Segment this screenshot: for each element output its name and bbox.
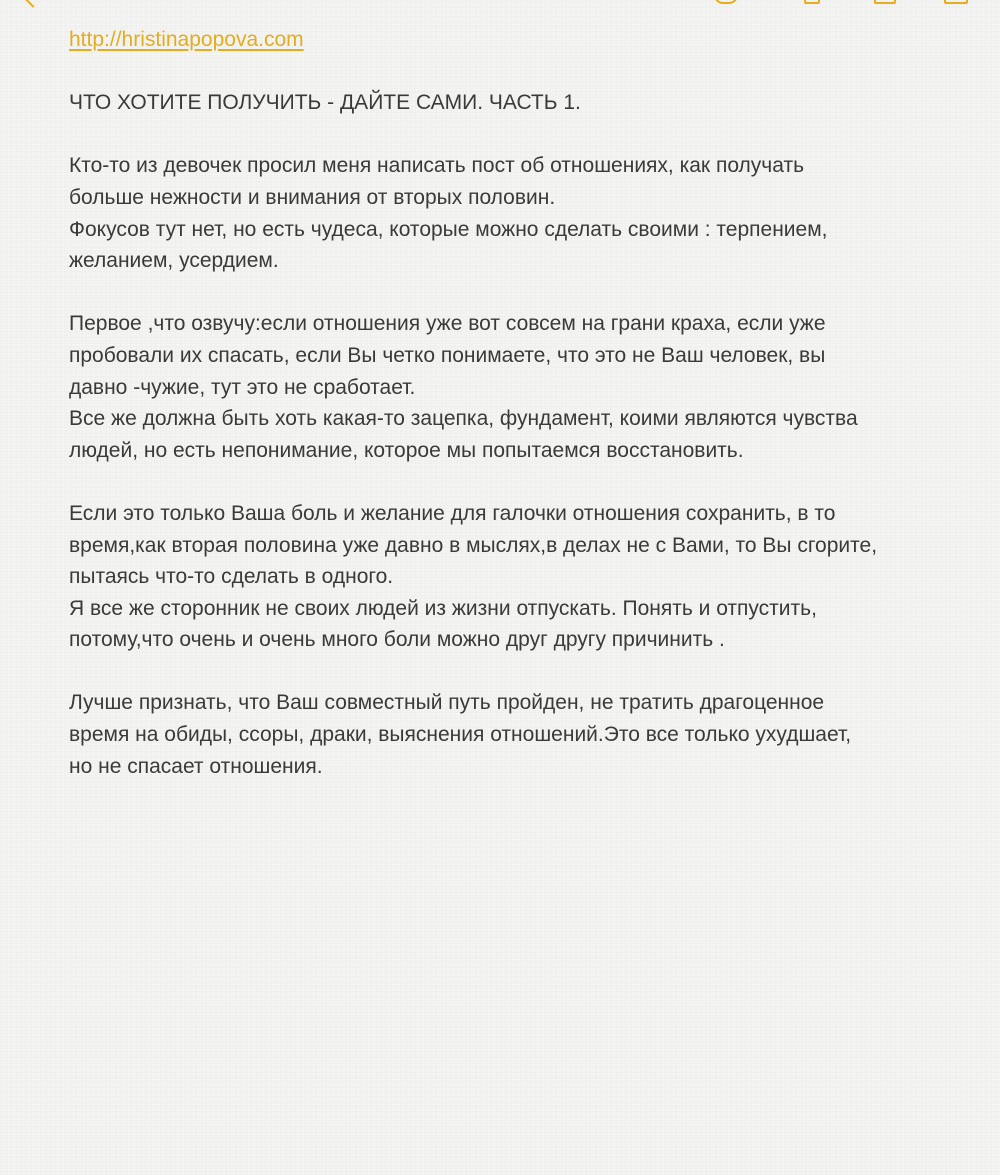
- text-line: Фокусов тут нет, но есть чудеса, которые можно сделать своими : терпением,: [69, 217, 828, 241]
- text-line: Первое ,что озвучу:если отношения уже вот совсем на грани краха, если уже: [69, 312, 826, 336]
- text-line: Кто-то из девочек просил меня написать пост об отношениях, как получать: [69, 154, 805, 178]
- paragraph-2: [69, 308, 949, 466]
- text-line: время,как вторая половина уже давно в мыслях,в делах не с Вами, то Вы сгорите,: [69, 533, 878, 557]
- note-link[interactable]: http://hristinapopova.com: [69, 28, 304, 51]
- note-title: ЧТО ХОТИТЕ ПОЛУЧИТЬ - ДАЙТЕ САМИ. ЧАСТЬ 1.: [69, 91, 581, 115]
- text-line: Если это только Ваша боль и желание для галочки отношения сохранить, в то: [69, 501, 836, 525]
- paragraph-4: [69, 687, 949, 782]
- text-line: но не спасает отношения.: [69, 754, 323, 778]
- text-line: давно -чужие, тут это не сработает.: [69, 375, 416, 399]
- toolbar: [0, 0, 1000, 8]
- text-line: желанием, усердием.: [69, 249, 279, 273]
- compose-icon[interactable]: [874, 0, 896, 4]
- text-line: Я все же сторонник не своих людей из жизни отпускать. Понять и отпустить,: [69, 596, 817, 620]
- trash-icon[interactable]: [804, 0, 820, 4]
- text-line: время на обиды, ссоры, драки, выяснения отношений.Это все только ухудшает,: [69, 723, 852, 747]
- text-line: пробовали их спасать, если Вы четко понимаете, что это не Ваш человек, вы: [69, 343, 826, 367]
- new-note-icon[interactable]: [944, 0, 968, 4]
- text-line: пытаясь что-то сделать в одного.: [69, 565, 394, 589]
- text-line: Лучше признать, что Ваш совместный путь пройден, не тратить драгоценное: [69, 691, 825, 715]
- text-line: потому,что очень и очень много боли можно друг другу причинить .: [69, 628, 725, 652]
- text-line: больше нежности и внимания от вторых половин.: [69, 185, 556, 209]
- share-icon[interactable]: [714, 0, 738, 4]
- text-line: Все же должна быть хоть какая-то зацепка, фундамент, коими являются чувства: [69, 407, 858, 431]
- paragraph-1: [69, 150, 949, 276]
- text-line: людей, но есть непонимание, которое мы попытаемся восстановить.: [69, 438, 744, 462]
- note-body[interactable]: [69, 24, 949, 814]
- paragraph-3: [69, 498, 949, 656]
- back-icon[interactable]: [20, 0, 45, 8]
